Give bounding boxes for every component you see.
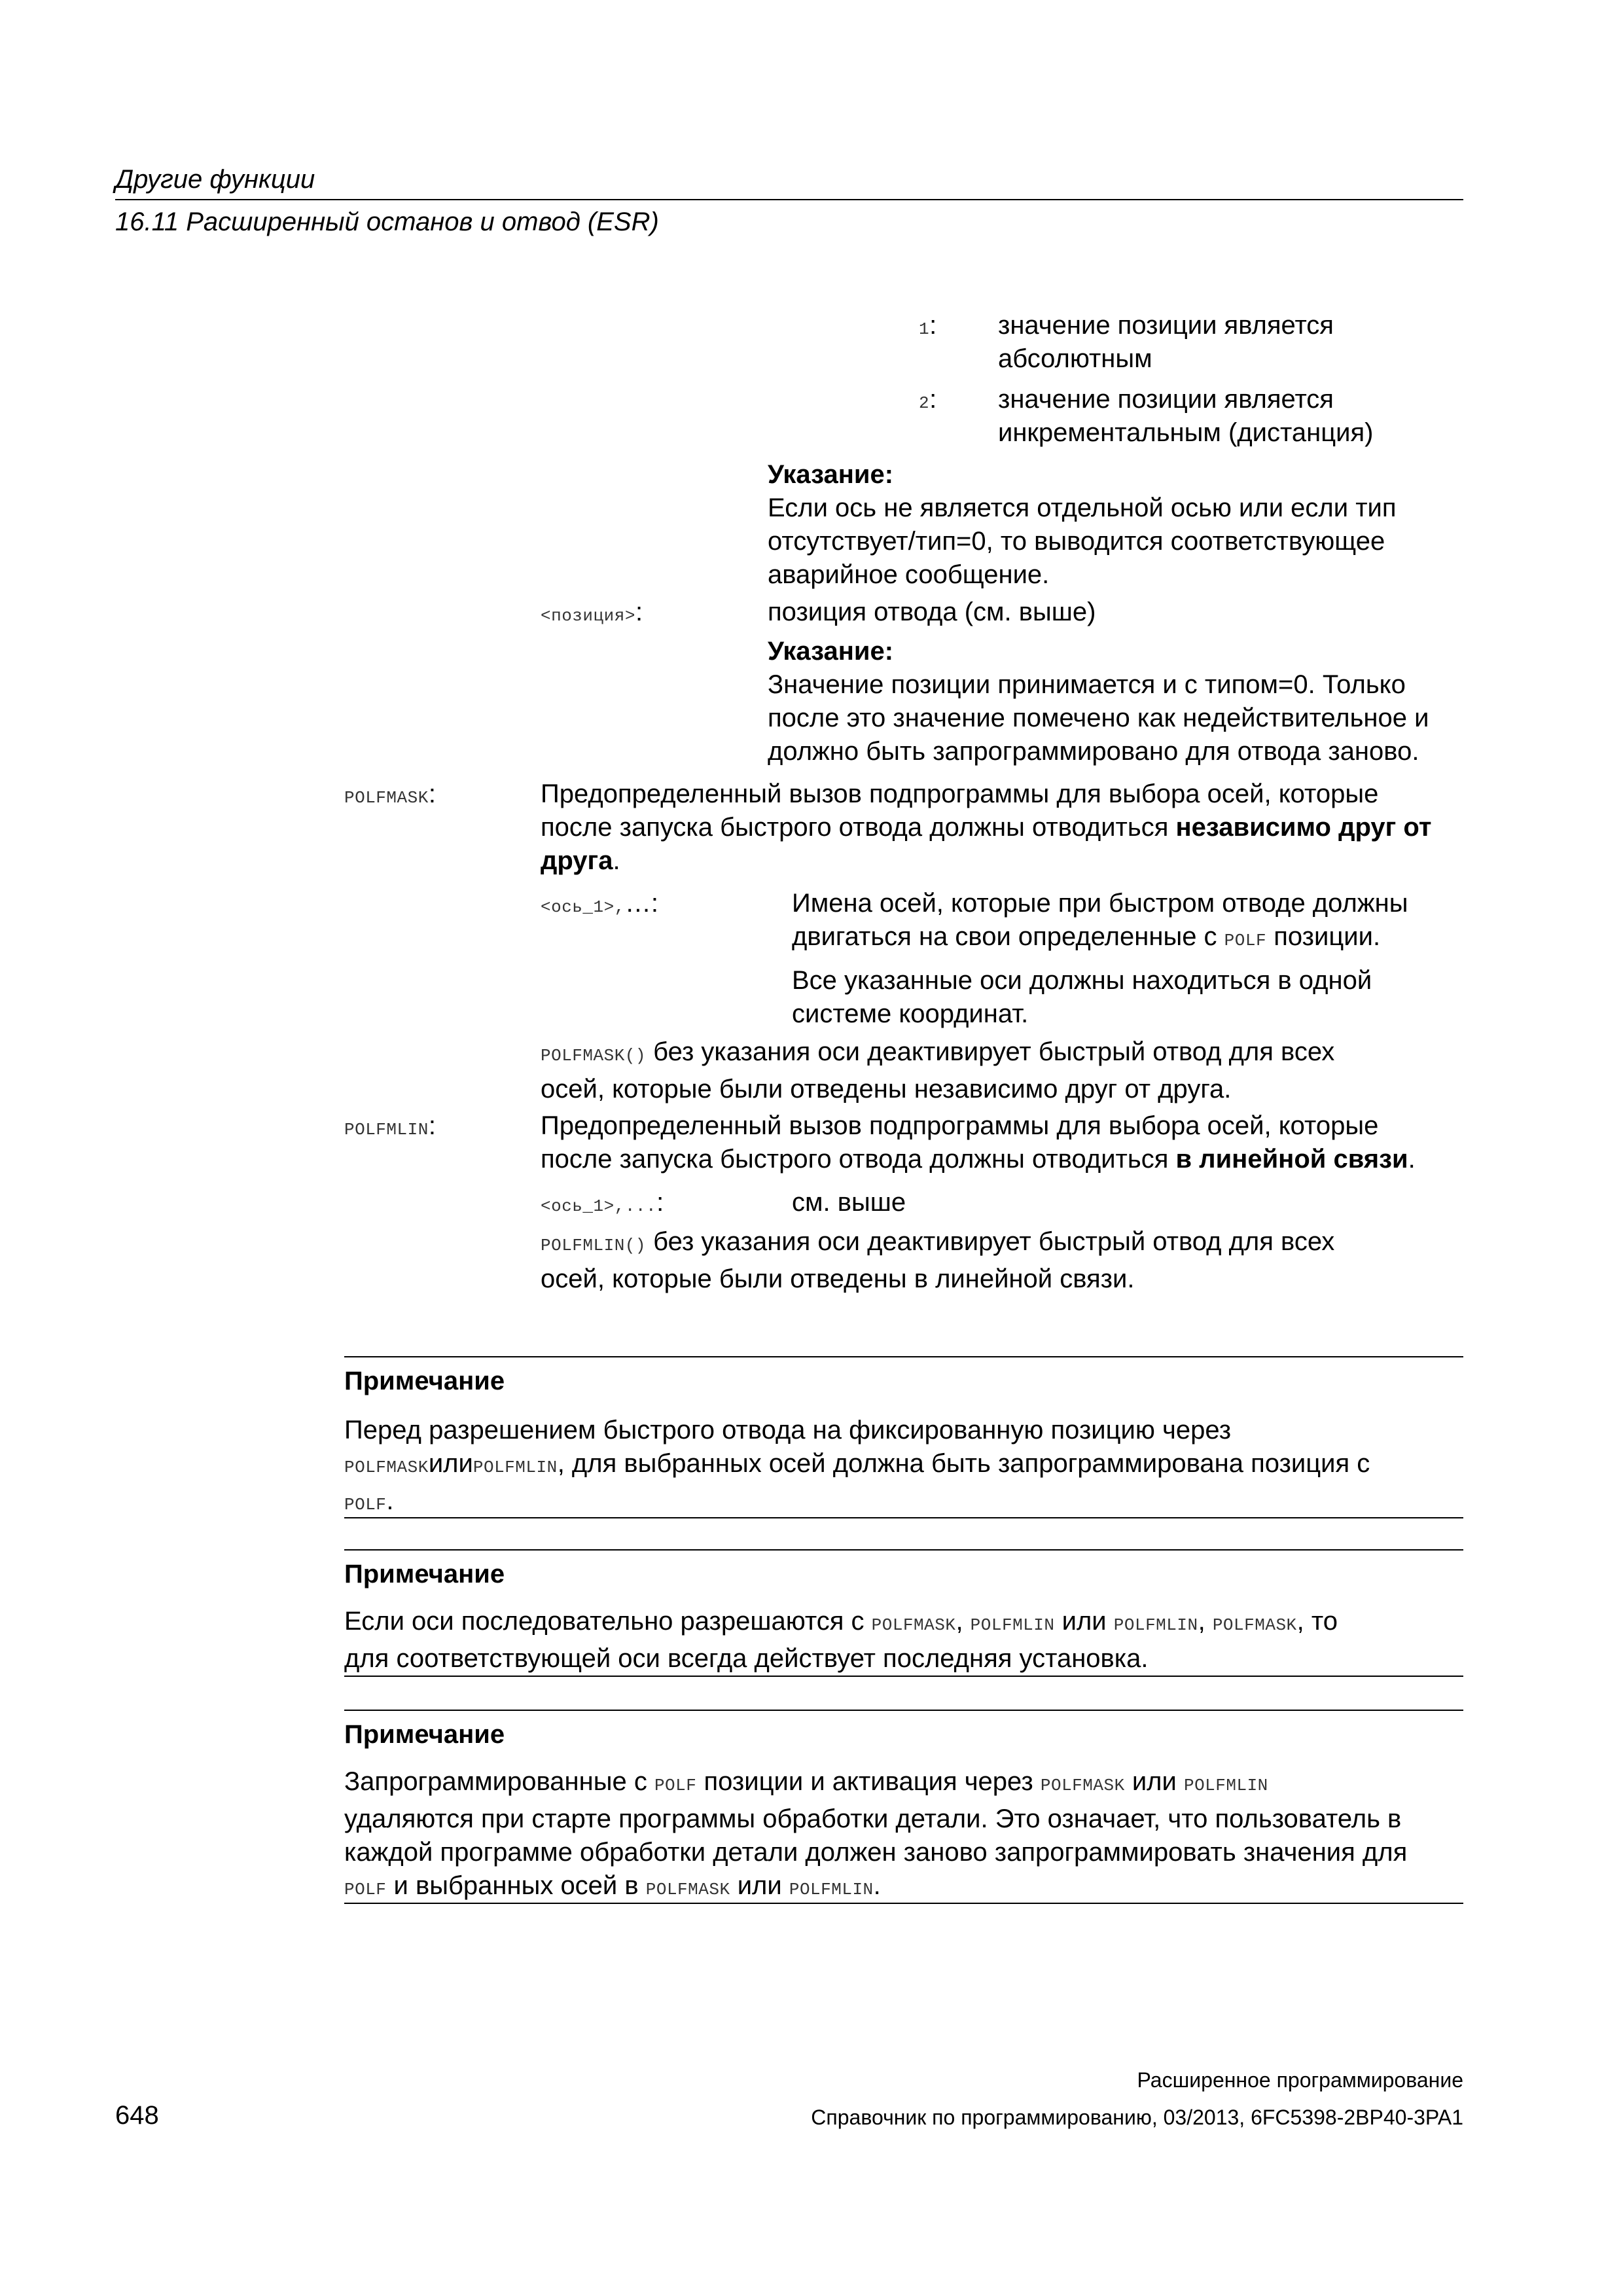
- option-2-label: 2:: [919, 385, 937, 414]
- polfmask-description: Предопределенный вызов подпрограммы для выбора осей, которые после запуска быстрого отвода должны отводиться независимо друг от друга.: [541, 780, 1432, 875]
- note-title: Примечание: [344, 1367, 505, 1395]
- axis-param-label: <ось_1>,…:: [541, 889, 658, 918]
- note-bottom-rule: [344, 1517, 1463, 1518]
- note-top-rule: [344, 1356, 1463, 1357]
- option-1-label: 1:: [919, 311, 937, 340]
- position-param-label: <позиция>:: [541, 598, 643, 626]
- note-title: Примечание: [344, 1720, 505, 1749]
- hint-title: Указание:: [768, 637, 894, 666]
- hint-title: Указание:: [768, 460, 894, 489]
- hint-block-2: Указание: Значение позиции принимается и с типом=0. Только после это значение помечено как недействительное и должно быть запрограммировано для отвода заново.: [768, 635, 1429, 768]
- axis-param-label: <ось_1>,...:: [541, 1188, 664, 1217]
- running-header-section: 16.11 Расширенный останов и отвод (ESR): [115, 207, 659, 236]
- running-header-chapter: Другие функции: [115, 165, 315, 194]
- note-title: Примечание: [344, 1560, 505, 1588]
- footer-book-reference: Справочник по программированию, 03/2013, 6FC5398-2BP40-3PA1: [811, 2106, 1463, 2129]
- polfmask-label: POLFMASK:: [344, 780, 436, 808]
- polfmlin-label: POLFMLIN:: [344, 1111, 436, 1140]
- note-body: Запрограммированные с POLF позиции и активация через POLFMASK или POLFMLIN удаляются при старте программы обработки детали. Это означает, что пользователь в каждой программе обработки детали должен заново запрограммировать значения для POLF и выбранных осей в POLFMASK или POLFMLIN.: [344, 1767, 1408, 1900]
- note-top-rule: [344, 1710, 1463, 1711]
- polfmlin-description: Предопределенный вызов подпрограммы для выбора осей, которые после запуска быстрого отвода должны отводиться в линейной связи.: [541, 1111, 1416, 1174]
- page-number: 648: [115, 2101, 159, 2130]
- hint-block-1: Указание: Если ось не является отдельной осью или если тип отсутствует/тип=0, то выводится соответствующее аварийное сообщение.: [768, 458, 1397, 592]
- note-body: Перед разрешением быстрого отвода на фиксированную позицию через POLFMASKилиPOLFMLIN, для выбранных осей должна быть запрограммирована позиция с POLF.: [344, 1416, 1370, 1515]
- polfmlin-empty-description: POLFMLIN() без указания оси деактивирует быстрый отвод для всех осей, которые были отведены в линейной связи.: [541, 1227, 1335, 1293]
- note-body: Если оси последовательно разрешаются с POLFMASK, POLFMLIN или POLFMLIN, POLFMASK, то для соответствующей оси всегда действует последняя установка.: [344, 1607, 1338, 1673]
- note-bottom-rule: [344, 1676, 1463, 1677]
- note-bottom-rule: [344, 1903, 1463, 1904]
- note-top-rule: [344, 1549, 1463, 1551]
- polfmask-empty-description: POLFMASK() без указания оси деактивирует быстрый отвод для всех осей, которые были отведены независимо друг от друга.: [541, 1037, 1335, 1103]
- position-param-description: позиция отвода (см. выше): [768, 598, 1096, 626]
- option-2-description: значение позиции является инкрементальным (дистанция): [998, 385, 1374, 447]
- footer-book-title: Расширенное программирование: [1137, 2068, 1463, 2092]
- option-1-description: значение позиции является абсолютным: [998, 311, 1334, 373]
- header-rule: [115, 199, 1463, 200]
- axis-param-description: Имена осей, которые при быстром отводе должны двигаться на свои определенные с POLF позиции. Все указанные оси должны находиться в одной системе координат.: [792, 889, 1408, 1028]
- axis-param-description: см. выше: [792, 1188, 906, 1217]
